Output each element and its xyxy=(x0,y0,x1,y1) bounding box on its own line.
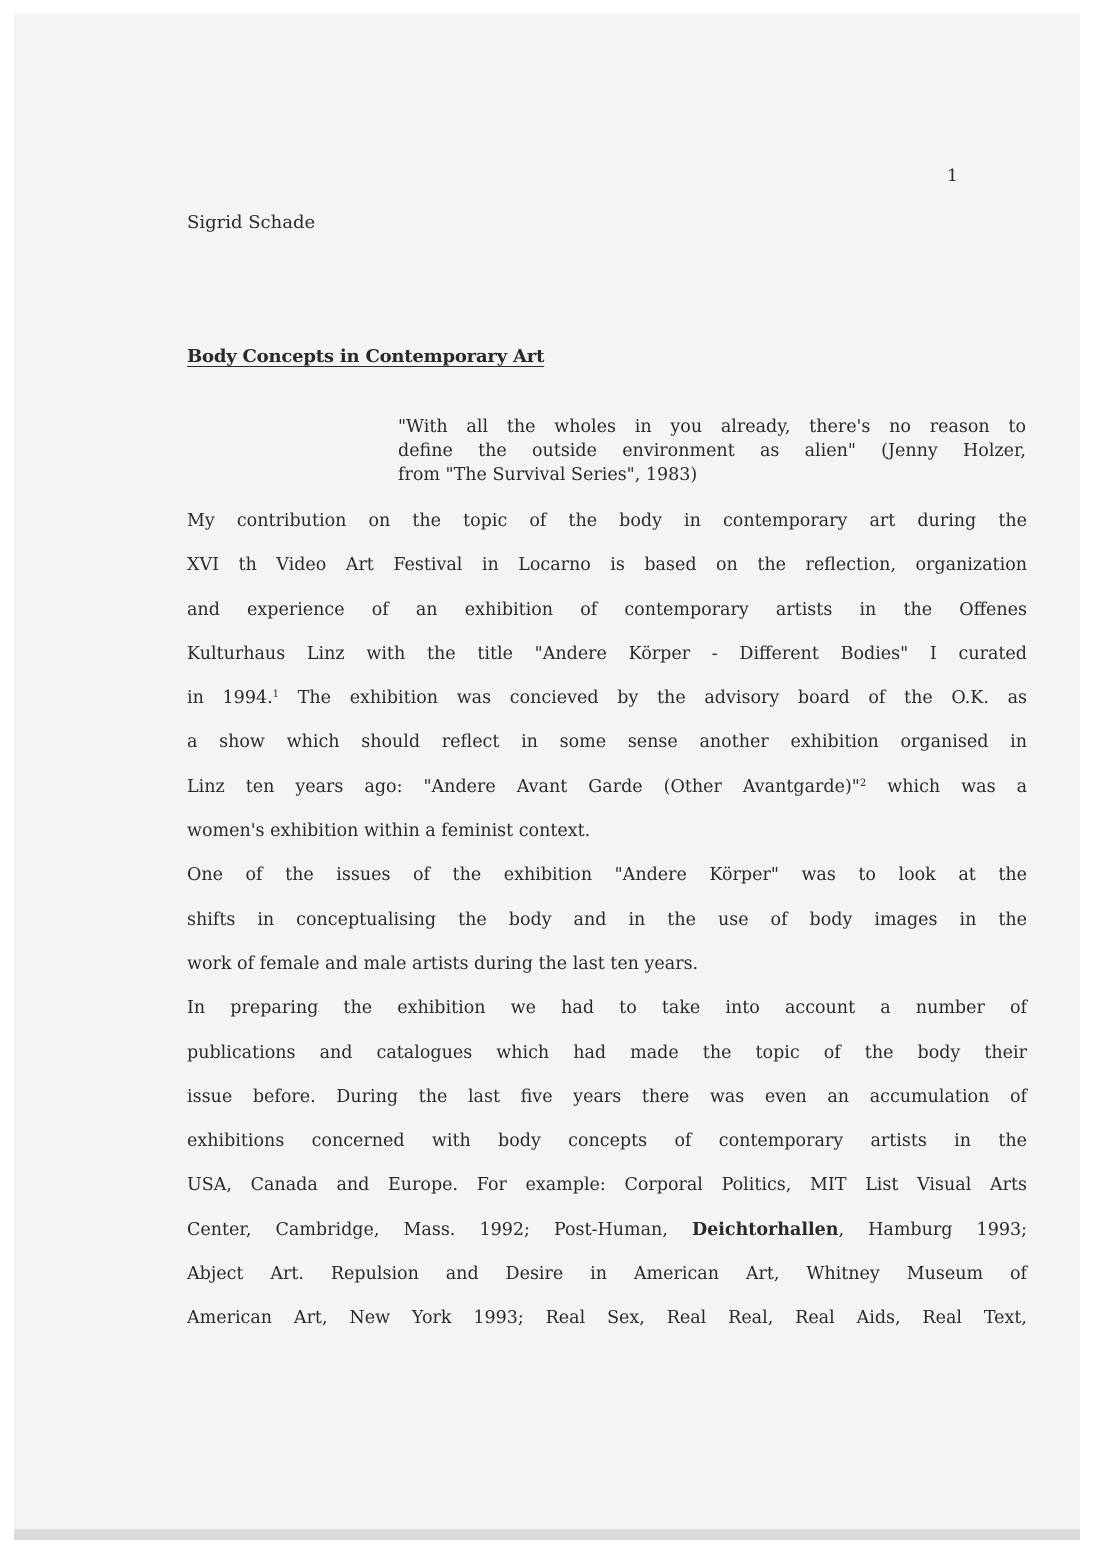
body-line: issue before. During the last five years there was even an accumulation of xyxy=(187,1086,1027,1107)
body-line: a show which should reflect in some sense another exhibition organised in xyxy=(187,732,1027,753)
body-line: publications and catalogues which had made the topic of the body their xyxy=(187,1042,1027,1063)
page-edge-shadow xyxy=(14,1529,1080,1540)
body-line: Abject Art. Repulsion and Desire in American Art, Whitney Museum of xyxy=(187,1264,1027,1285)
body-line: and experience of an exhibition of contemporary artists in the Offenes xyxy=(187,599,1027,620)
footnote-marker: 2 xyxy=(859,777,867,789)
body-line xyxy=(187,1214,1027,1258)
body-line: USA, Canada and Europe. For example: Corporal Politics, MIT List Visual Arts xyxy=(187,1175,1027,1196)
body-line: Kulturhaus Linz with the title "Andere Körper - Different Bodies" I curated xyxy=(187,643,1027,664)
body-text-span: which was a xyxy=(866,776,1028,797)
body-text-span: The exhibition was concieved by the advisory board of the O.K. as xyxy=(279,688,1027,709)
body-line: American Art, New York 1993; Real Sex, Real Real, Real Aids, Real Text, xyxy=(187,1308,1027,1329)
body-line: My contribution on the topic of the body in contemporary art during the xyxy=(187,511,1027,531)
page-number: 1 xyxy=(947,166,958,186)
epigraph-line: from "The Survival Series", 1983) xyxy=(398,465,698,485)
epigraph-quote xyxy=(398,415,1026,487)
body-text-span: , Hamburg 1993; xyxy=(838,1219,1027,1240)
body-line: XVI th Video Art Festival in Locarno is based on the reflection, organization xyxy=(187,555,1027,576)
body-line: exhibitions concerned with body concepts of contemporary artists in the xyxy=(187,1131,1027,1152)
body-line: work of female and male artists during the last ten years. xyxy=(187,953,699,974)
body-line: One of the issues of the exhibition "Andere Körper" was to look at the xyxy=(187,865,1027,886)
epigraph-line: "With all the wholes in you already, there's no reason to xyxy=(398,417,1026,437)
body-text-span: Center, Cambridge, Mass. 1992; Post-Human, xyxy=(187,1219,692,1240)
body-line xyxy=(187,682,1027,726)
body-line: shifts in conceptualising the body and in the use of body images in the xyxy=(187,909,1027,930)
footnote-marker: 1 xyxy=(272,689,280,701)
body-text-span: Linz ten years ago: "Andere Avant Garde (Other Avantgarde)" xyxy=(187,776,860,797)
body-line: In preparing the exhibition we had to take into account a number of xyxy=(187,998,1027,1019)
author-name: Sigrid Schade xyxy=(187,212,316,233)
body-line xyxy=(187,771,1027,815)
body-text-span: in 1994. xyxy=(187,688,273,709)
body-line: women's exhibition within a feminist context. xyxy=(187,821,591,842)
document-title: Body Concepts in Contemporary Art xyxy=(187,346,545,367)
body-text-emphasis: Deichtorhallen xyxy=(691,1219,839,1240)
epigraph-line: define the outside environment as alien" (Jenny Holzer, xyxy=(398,441,1026,461)
body-text xyxy=(187,505,1027,1347)
